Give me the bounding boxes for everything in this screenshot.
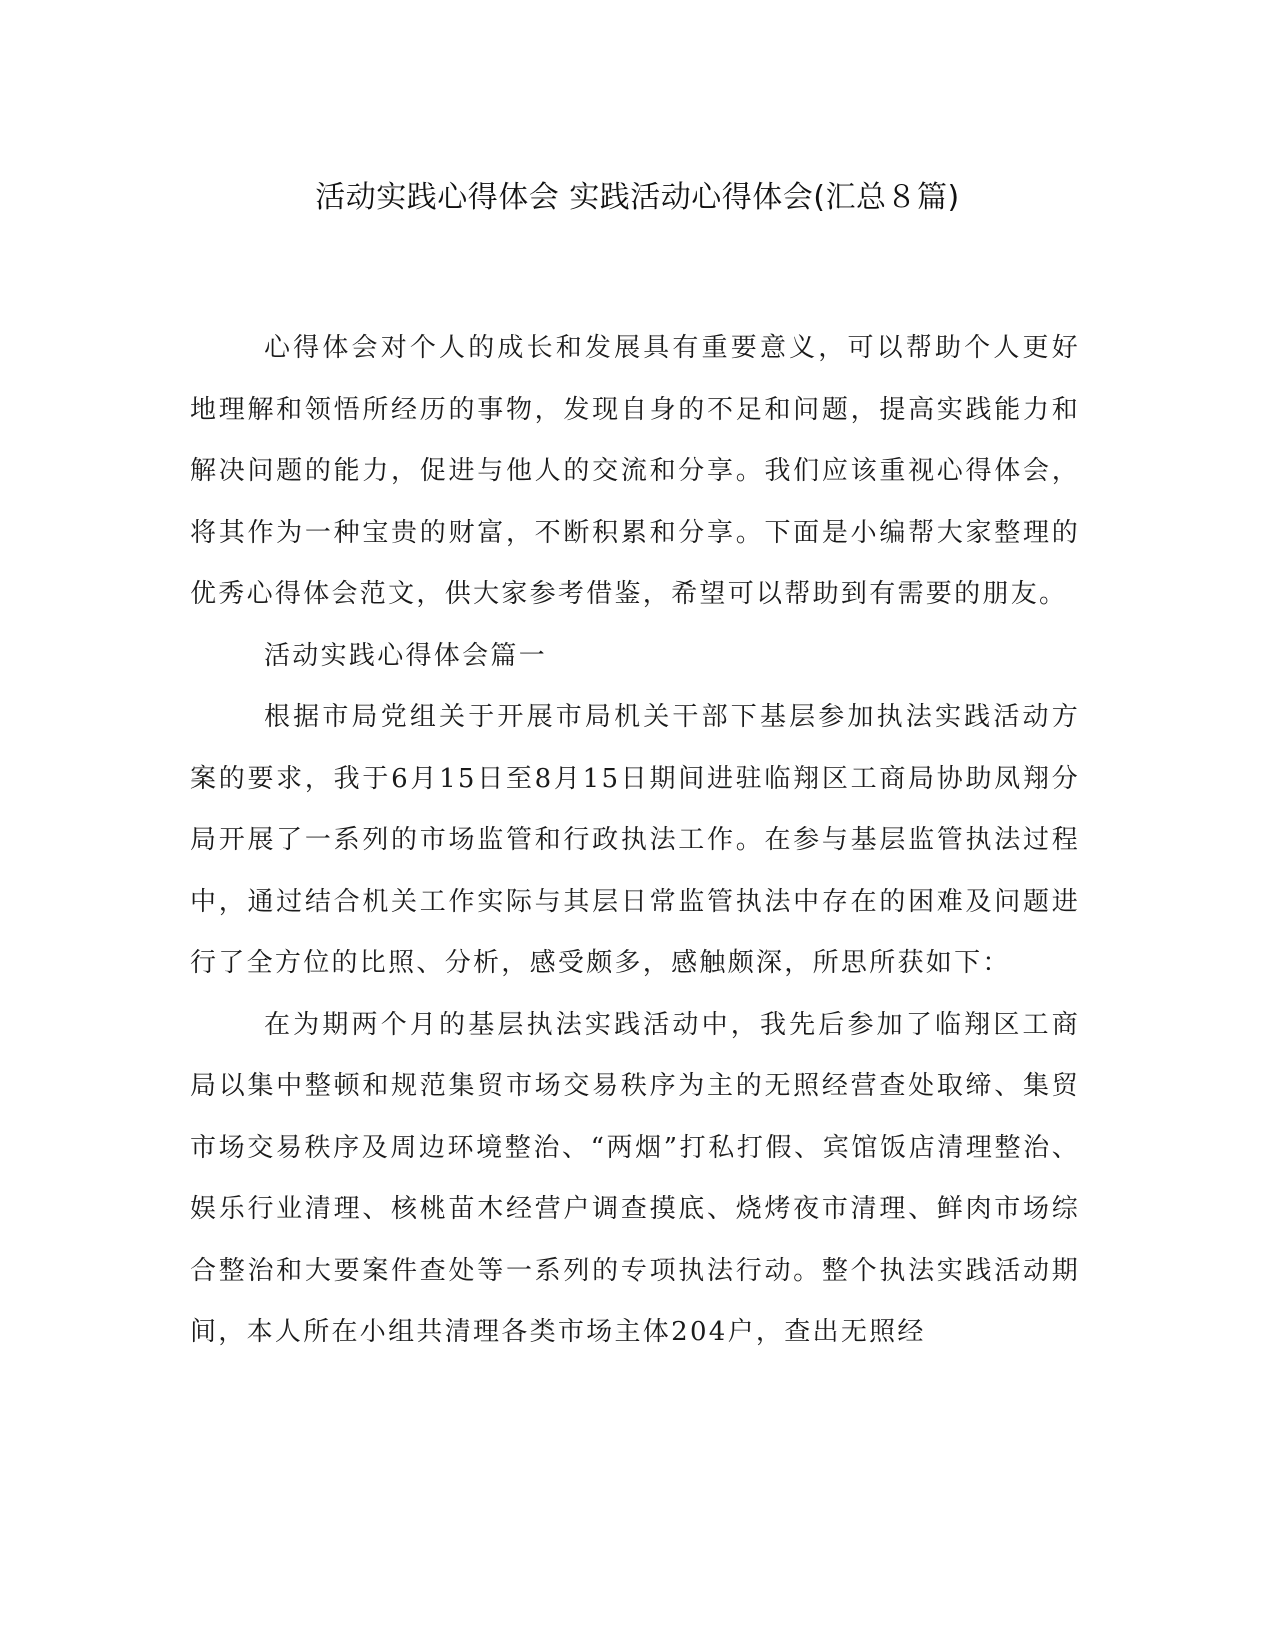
section-heading: 活动实践心得体会篇一 xyxy=(264,640,548,671)
body-paragraph-2: 在为期两个月的基层执法实践活动中，我先后参加了临翔区工商局以集中整顿和规范集贸市场交易秩序为主的无照经营查处取缔、集贸市场交易秩序及周边环境整治、“两烟”打私打假、宾馆饭店清理整治、娱乐行业清理、核桃苗木经营户调查摸底、烧烤夜市清理、鲜肉市场综合整治和大要案件查处等一系列的专项执法行动。整个执法实践活动期间，本人所在小组共清理各类市场主体204户，查出无照经 xyxy=(190,1009,1080,1347)
document-title: 活动实践心得体会 实践活动心得体会(汇总８篇) xyxy=(315,180,960,215)
document-body xyxy=(190,318,1080,1364)
intro-paragraph: 心得体会对个人的成长和发展具有重要意义，可以帮助个人更好地理解和领悟所经历的事物，发现自身的不足和问题，提高实践能力和解决问题的能力，促进与他人的交流和分享。我们应该重视心得体会，将其作为一种宝贵的财富，不断积累和分享。下面是小编帮大家整理的优秀心得体会范文，供大家参考借鉴，希望可以帮助到有需要的朋友。 xyxy=(190,333,1080,609)
body-paragraph-1: 根据市局党组关于开展市局机关干部下基层参加执法实践活动方案的要求，我于6月15日至8月15日期间进驻临翔区工商局协助凤翔分局开展了一系列的市场监管和行政执法工作。在参与基层监管执法过程中，通过结合机关工作实际与其层日常监管执法中存在的困难及问题进行了全方位的比照、分析，感受颇多，感触颇深，所思所获如下： xyxy=(190,702,1080,978)
